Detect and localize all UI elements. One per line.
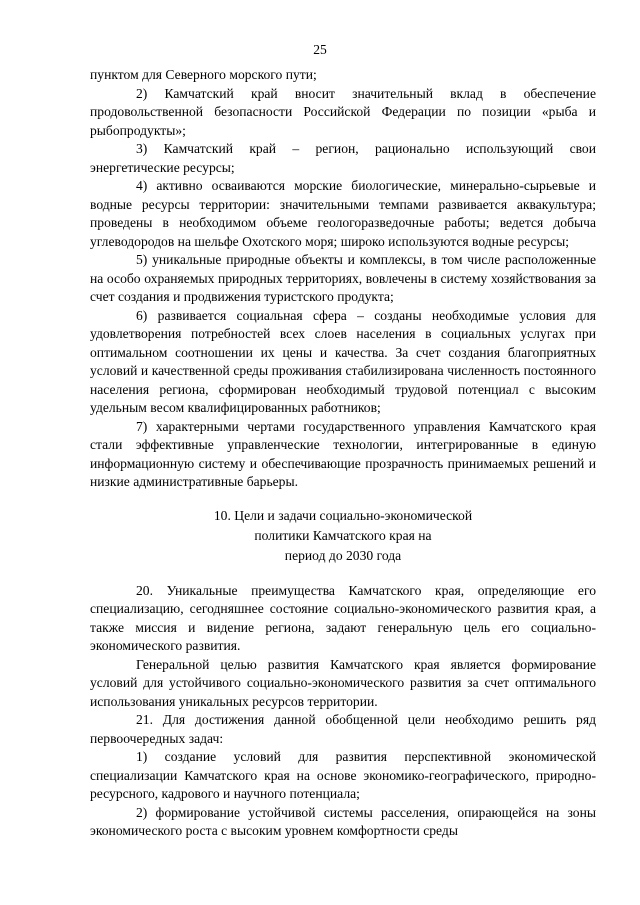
section-heading xyxy=(90,506,596,566)
paragraph-list-item: 1) создание условий для развития перспективной экономической специализации Камчатского края на основе экономико-географического, природно-ресурсного, кадрового и научного потенциала; xyxy=(90,749,596,801)
paragraph: пунктом для Северного морского пути; xyxy=(90,67,317,82)
paragraph-list-item: 2) формирование устойчивой системы расселения, опирающейся на зоны экономического роста с высоким уровнем комфортности среды xyxy=(90,804,596,838)
paragraph-list-item: 6) развивается социальная сфера – созданы необходимые условия для удовлетворения потребностей всех слоев населения в социальных услугах при оптимальном соотношении их цены и качества. За счет создания благоприятных условий и качественной среды проживания стабилизирована численность постоянного населения региона, сформирован необходимый трудовой потенциал с высоким удельным весом квалифицированных работников; xyxy=(90,307,596,415)
section-heading-line: 10. Цели и задачи социально-экономической xyxy=(213,507,473,523)
paragraph-list-item: 4) активно осваиваются морские биологические, минерально-сырьевые и водные ресурсы территории: значительными темпами развивается аквакультура; проведены в необходимом объеме геологоразведочные работы; ведется добыча углеводородов на шельфе Охотского моря; широко используются водные ресурсы; xyxy=(90,178,596,249)
paragraph-list-item: 7) характерными чертами государственного управления Камчатского края стали эффективные управленческие технологии, интегрированные в единую информационную систему и обеспечивающие прозрачность принимаемых решений и низкие административные барьеры. xyxy=(90,418,596,489)
paragraph: 21. Для достижения данной обобщенной цели необходимо решить ряд первоочередных задач: xyxy=(90,712,596,746)
section-heading-line: период до 2030 года xyxy=(284,547,402,563)
page-number: 25 xyxy=(313,42,327,57)
paragraph: 20. Уникальные преимущества Камчатского края, определяющие его специализацию, сегодняшнее состояние социально-экономического развития края, а также миссия и видение региона, задают генеральную цель его социально-экономического развития. xyxy=(90,582,596,653)
section-heading-line: политики Камчатского края на xyxy=(254,527,432,543)
paragraph-list-item: 5) уникальные природные объекты и комплексы, в том числе расположенные на особо охраняемых природных территориях, вовлечены в систему хозяйствования за счет создания и продвижения туристского продукта; xyxy=(90,252,596,304)
paragraph-list-item: 3) Камчатский край – регион, рационально использующий свои энергетические ресурсы; xyxy=(90,141,596,175)
paragraph-list-item: 2) Камчатский край вносит значительный вклад в обеспечение продовольственной безопасности Российской Федерации по позиции «рыба и рыбопродукты»; xyxy=(90,85,596,138)
paragraph: Генеральной целью развития Камчатского края является формирование условий для устойчивого социально-экономического развития за счет оптимального использования уникальных ресурсов территории. xyxy=(90,656,596,709)
document-body xyxy=(90,66,596,841)
